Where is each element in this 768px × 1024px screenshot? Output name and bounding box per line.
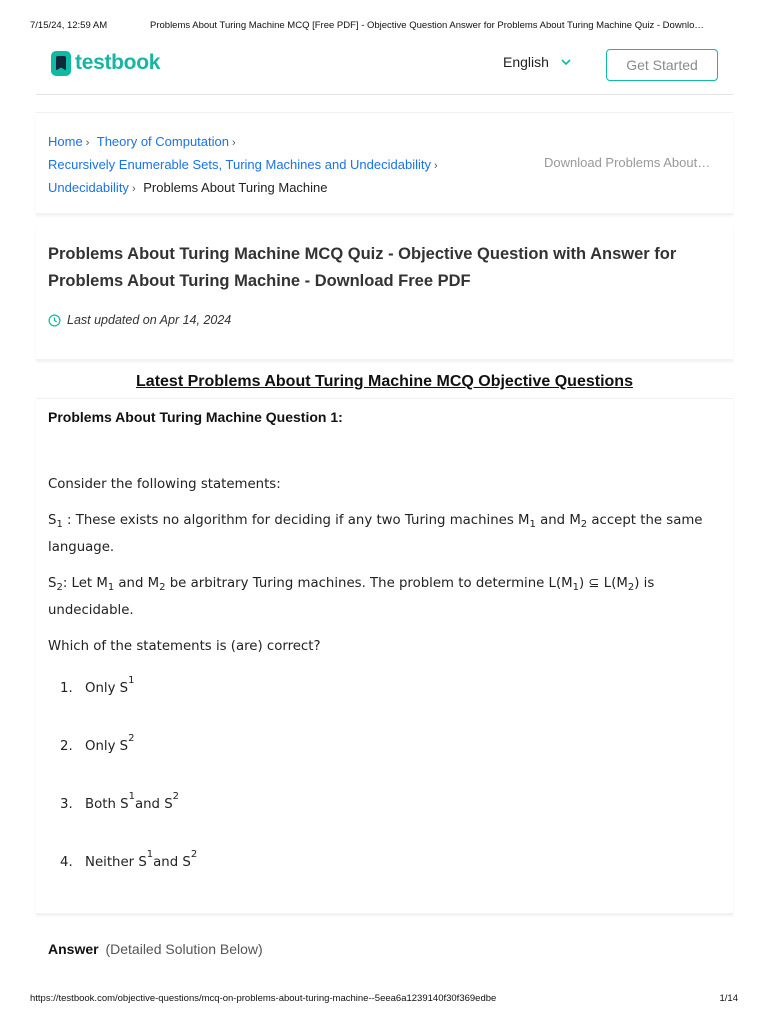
option-2[interactable]: 2. Only S 2 bbox=[60, 733, 135, 754]
question-prompt: Which of the statements is (are) correct? bbox=[48, 639, 321, 654]
language-selector[interactable] bbox=[503, 54, 571, 70]
print-url: https://testbook.com/objective-questions/mcq-on-problems-about-turing-machine--5eea6a1239140f30f369edbe bbox=[30, 993, 497, 1004]
get-started-button[interactable]: Get Started bbox=[606, 49, 718, 81]
testbook-logo-icon bbox=[51, 51, 71, 76]
language-label: English bbox=[503, 54, 549, 70]
section-heading: Latest Problems About Turing Machine MCQ Objective Questions bbox=[136, 373, 633, 390]
print-header bbox=[30, 20, 738, 34]
print-page-title: Problems About Turing Machine MCQ [Free PDF] - Objective Question Answer for Problems About Turing Machine Quiz - Downlo… bbox=[150, 20, 704, 31]
breadcrumb-card bbox=[36, 112, 733, 215]
breadcrumb-current: Problems About Turing Machine bbox=[143, 180, 328, 195]
statement-s1: $S_1$ : These exists no algorithm for deciding if any two Turing machines $M_1$ and $M_2$ accept the same language. bbox=[48, 513, 703, 555]
question-card bbox=[36, 398, 733, 915]
title-card bbox=[36, 227, 733, 361]
breadcrumb-separator: › bbox=[131, 183, 136, 195]
breadcrumb-theory-of-computation[interactable]: Theory of Computation bbox=[96, 134, 229, 149]
breadcrumb-separator: › bbox=[231, 137, 236, 149]
testbook-logo[interactable] bbox=[51, 50, 160, 76]
breadcrumb bbox=[48, 131, 468, 200]
last-updated-text: Last updated on Apr 14, 2024 bbox=[67, 313, 232, 327]
breadcrumb-separator: › bbox=[85, 137, 90, 149]
answer-toggle[interactable] bbox=[48, 941, 263, 957]
breadcrumb-undecidability[interactable]: Undecidability bbox=[48, 180, 129, 195]
question-intro: Consider the following statements: bbox=[48, 477, 281, 492]
statement-s2: $S_2$: Let $M_1$ and $M_2$ be arbitrary Turing machines. The problem to determine $L(M_1)$ ⊆ $L(M_2)$ is undecidable. bbox=[48, 576, 655, 618]
last-updated bbox=[48, 313, 231, 327]
logo-text: testbook bbox=[75, 51, 161, 74]
answer-label: Answer bbox=[48, 941, 99, 957]
page-title: Problems About Turing Machine MCQ Quiz - Objective Question with Answer for Problems About Turing Machine - Download Free PDF bbox=[48, 245, 677, 290]
option-1[interactable]: 1. Only S 1 bbox=[60, 675, 135, 696]
answer-hint: (Detailed Solution Below) bbox=[105, 941, 263, 957]
print-timestamp: 7/15/24, 12:59 AM bbox=[30, 20, 108, 31]
question-number: Problems About Turing Machine Question 1: bbox=[48, 409, 343, 425]
breadcrumb-home[interactable]: Home bbox=[48, 134, 83, 149]
clock-icon bbox=[48, 314, 61, 327]
chevron-down-icon bbox=[561, 57, 571, 67]
option-3[interactable]: 3. Both S 1 and S 2 bbox=[60, 791, 180, 812]
breadcrumb-separator: › bbox=[433, 160, 438, 172]
print-page-number: 1/14 bbox=[719, 993, 738, 1004]
download-pdf-link[interactable]: Download Problems About… bbox=[544, 155, 711, 170]
option-4[interactable]: 4. Neither S 1 and S 2 bbox=[60, 849, 198, 870]
breadcrumb-recursively-enumerable[interactable]: Recursively Enumerable Sets, Turing Machines and Undecidability bbox=[48, 157, 431, 172]
question-body bbox=[48, 471, 708, 669]
navbar bbox=[36, 44, 733, 95]
